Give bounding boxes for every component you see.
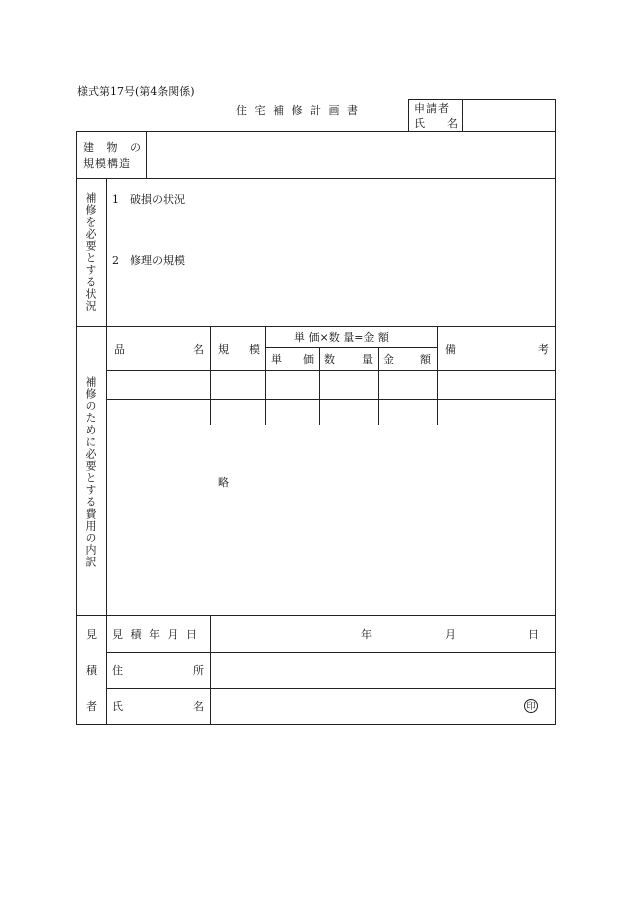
damage-status-heading: 1 破損の状況 bbox=[112, 193, 185, 206]
building-structure-field[interactable] bbox=[147, 132, 555, 178]
repair-situation-label: 補修を必要とする状況 bbox=[84, 192, 97, 312]
amount-group-header: 単 価×数 量=金 額 bbox=[294, 331, 389, 344]
table-cell-unit-price[interactable] bbox=[266, 371, 319, 399]
table-cell-amount[interactable] bbox=[379, 371, 437, 399]
remarks-header: 備 考 bbox=[445, 343, 549, 356]
address-field[interactable] bbox=[212, 654, 552, 687]
name-label: 氏 名 bbox=[112, 700, 204, 713]
form-number: 様式第17号(第4条関係) bbox=[77, 85, 195, 98]
applicant-name-label: 氏 名 bbox=[414, 117, 458, 130]
month-unit: 月 bbox=[445, 628, 456, 641]
amount-header: 金 額 bbox=[383, 353, 431, 366]
address-label: 住 所 bbox=[112, 664, 204, 677]
item-name-header: 品 名 bbox=[114, 343, 204, 356]
applicant-name-field[interactable] bbox=[463, 100, 555, 131]
cost-breakdown-label: 補修のために必要とする費用の内訳 bbox=[84, 376, 97, 568]
building-label-line2: 規模構造 bbox=[83, 157, 131, 170]
estimate-date-label: 見 積 年 月 日 bbox=[112, 628, 199, 641]
table-cell-spec[interactable] bbox=[211, 371, 265, 399]
estimate-date-field[interactable] bbox=[212, 617, 552, 651]
year-unit: 年 bbox=[361, 628, 372, 641]
spec-header: 規 模 bbox=[218, 343, 260, 356]
unit-price-header: 単 価 bbox=[271, 353, 314, 366]
quantity-header: 数 量 bbox=[324, 353, 373, 366]
repair-scale-heading: 2 修理の規模 bbox=[112, 254, 185, 267]
estimator-label-1: 見 bbox=[86, 628, 97, 641]
seal-mark: 印 bbox=[524, 699, 538, 713]
omitted-note: 略 bbox=[218, 476, 229, 489]
applicant-label: 申請者 bbox=[414, 102, 450, 115]
estimator-label-2: 積 bbox=[86, 664, 97, 677]
table-cell-quantity[interactable] bbox=[320, 371, 378, 399]
building-label-line1: 建 物 の bbox=[83, 141, 141, 154]
table-cell-item-name[interactable] bbox=[107, 371, 210, 399]
table-cell-remarks[interactable] bbox=[438, 371, 555, 399]
estimator-label-3: 者 bbox=[86, 700, 97, 713]
page-title: 住 宅 補 修 計 画 書 bbox=[236, 104, 360, 117]
damage-status-field[interactable] bbox=[108, 210, 554, 250]
day-unit: 日 bbox=[528, 628, 539, 641]
repair-scale-field[interactable] bbox=[108, 270, 554, 324]
estimator-name-field[interactable] bbox=[212, 690, 517, 723]
